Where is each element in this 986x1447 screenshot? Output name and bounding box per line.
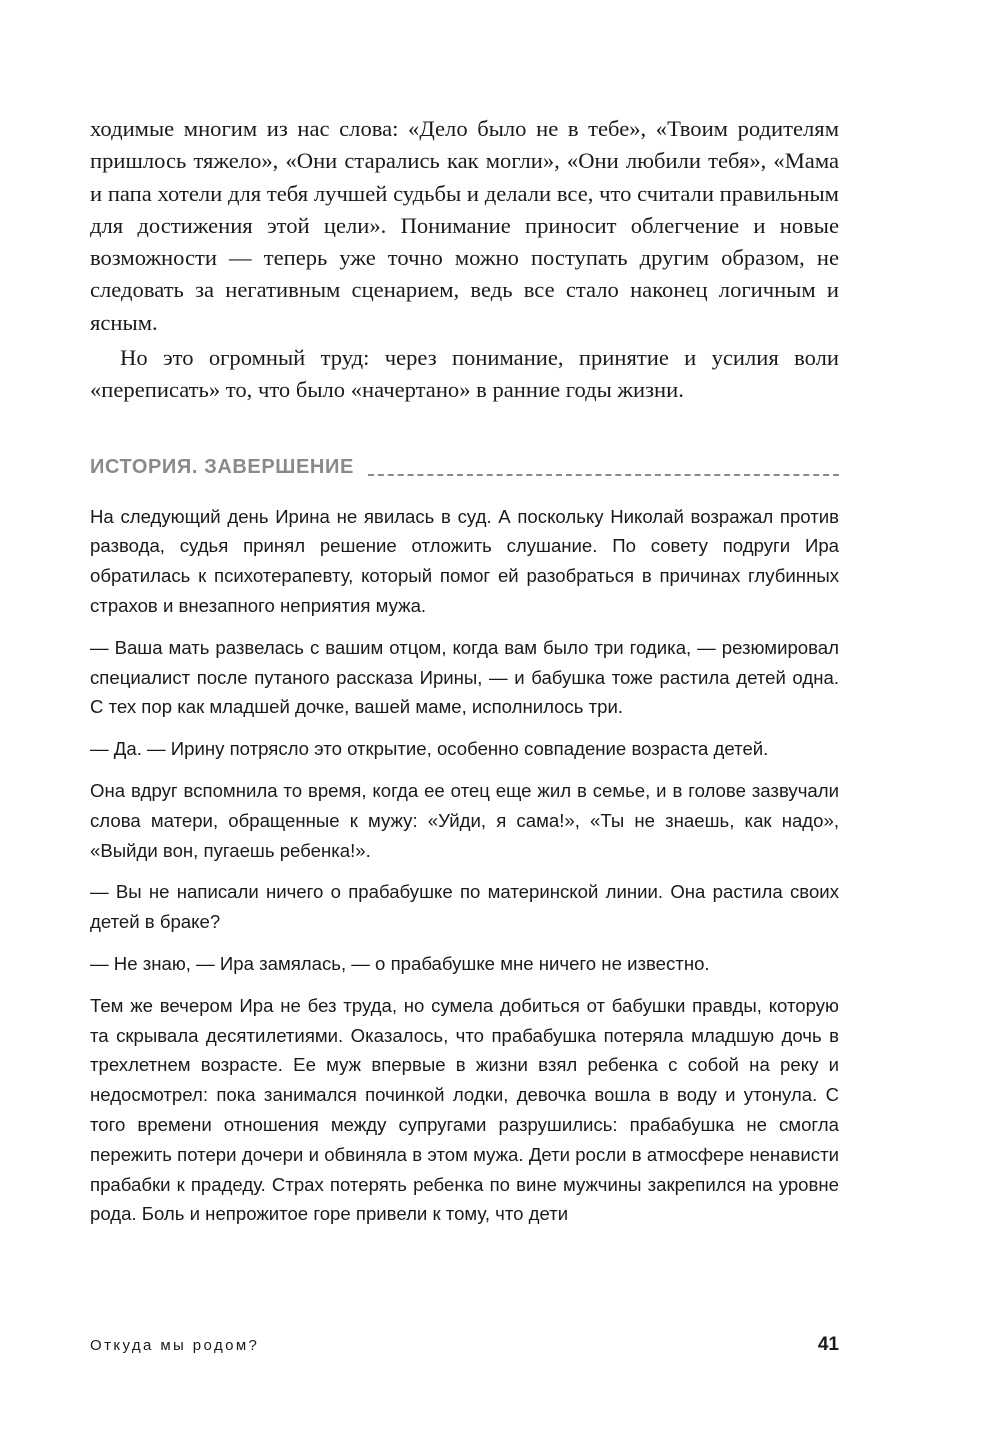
section-heading [90,448,839,488]
story-paragraph-4: Она вдруг вспомнила то время, когда ее отец еще жил в семье, и в голове зазвучали слова матери, обращенные к мужу: «Уйди, я сама!», «Ты не знаешь, как надо», «Выйди вон, пугаешь ребенка!». [90,780,839,861]
story-paragraph-5: — Вы не написали ничего о прабабушке по материнской линии. Она растила своих детей в браке? [90,881,839,933]
story-block [90,502,839,1230]
story-paragraph-2: — Ваша мать развелась с вашим отцом, когда вам было три годика, — резюмировал специалист после путаного рассказа Ирины, — и бабушка тоже растила детей одна. С тех пор как младшей дочке, вашей маме, исполнилось три. [90,636,839,718]
section-title: ИСТОРИЯ. ЗАВЕРШЕНИЕ [90,456,354,479]
story-paragraph-1: На следующий день Ирина не явилась в суд. А поскольку Николай возражал против развода, судья принял решение отложить слушание. По совету подруги Ира обратилась к психотерапевту, который помог ей разобраться в причинах глубинных страхов и внезапного неприятия мужа. [90,505,839,617]
running-title: Откуда мы родом? [90,1337,260,1354]
page-number: 41 [817,1334,839,1355]
page-footer [90,1334,839,1356]
section-divider [368,474,839,476]
story-paragraph-3: — Да. — Ирину потрясло это открытие, особенно совпадение возраста детей. [90,738,769,760]
intro-paragraph-1: ходимые многим из нас слова: «Дело было не в тебе», «Твоим родителям пришлось тяжело», «Они старались как могли», «Они любили тебя», «Мама и папа хотели для тебя лучшей судьбы и делали все, что считали правильным для достижения этой цели». Понимание приносит облегчение и новые возможности — теперь уже точно можно поступать другим образом, не следовать за негативным сценарием, ведь все стало наконец логичным и ясным. [90,116,839,335]
story-paragraph-6: — Не знаю, — Ира замялась, — о прабабушке мне ничего не известно. [90,953,710,975]
story-paragraph-7: Тем же вечером Ира не без труда, но сумела добиться от бабушки правды, которую та скрывала десятилетиями. Оказалось, что прабабушка потеряла младшую дочь в трехлетнем возрасте. Ее муж впервые в жизни взял ребенка с собой на реку и недосмотрел: пока занимался починкой лодки, девочка вошла в воду и утонула. С того времени отношения между супругами разрушились: прабабушка не смогла пережить потери дочери и обвиняла в этом мужа. Дети росли в атмосфере ненависти прабабки к прадеду. Страх потерять ребенка по вине мужчины закрепился на уровне рода. Боль и непрожитое горе привели к тому, что дети [90,994,839,1225]
page-body [90,113,839,1241]
intro-paragraph-2: Но это огромный труд: через понимание, принятие и усилия воли «переписать» то, что было «начертано» в ранние годы жизни. [90,345,839,403]
